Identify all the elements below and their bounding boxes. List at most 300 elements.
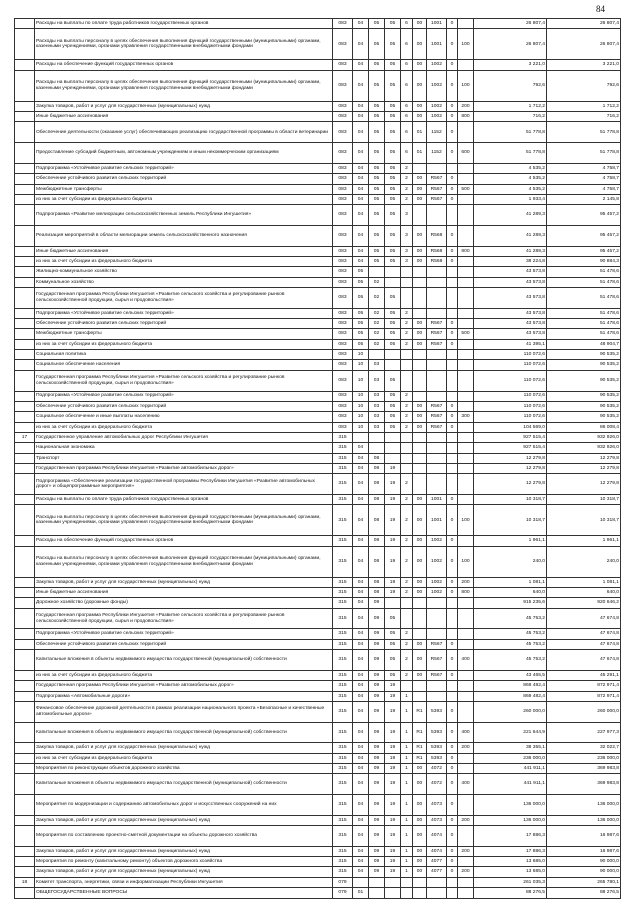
code-cell-2: 04 <box>353 246 369 256</box>
code-cell-4: 05 <box>385 70 401 101</box>
code-cell-2: 04 <box>353 163 369 173</box>
code-cell-7: R568 <box>427 257 447 267</box>
code-cell-4 <box>385 877 401 887</box>
code-cell-2: 04 <box>353 205 369 226</box>
code-cell-2: 05 <box>353 267 369 277</box>
code-cell-9: 800 <box>458 112 474 122</box>
code-cell-6 <box>413 350 427 360</box>
table-row <box>15 350 621 360</box>
code-cell-9 <box>458 857 474 867</box>
code-cell-3: 08 <box>369 588 385 598</box>
amount-year1-cell: 1 933,4 <box>474 194 547 204</box>
amount-year2-cell: 265 780,1 <box>547 877 621 887</box>
code-cell-7: 1002 <box>427 60 447 70</box>
code-cell-5 <box>401 360 413 370</box>
code-cell-7: 4074 <box>427 846 447 856</box>
code-cell-8: 0 <box>447 536 458 546</box>
code-cell-8: 0 <box>447 143 458 164</box>
code-cell-8: 0 <box>447 846 458 856</box>
code-cell-8: 0 <box>447 339 458 349</box>
code-cell-7: 1002 <box>427 546 447 577</box>
row-name-cell: из них за счет субсидии из федерального бюджета <box>35 670 333 680</box>
code-cell-7: R567 <box>427 174 447 184</box>
code-cell-1: 315 <box>333 536 353 546</box>
row-number-cell <box>15 681 35 691</box>
code-cell-5 <box>401 453 413 463</box>
code-cell-8 <box>447 277 458 287</box>
amount-year1-cell: 110 072,6 <box>474 391 547 401</box>
code-cell-9: 500 <box>458 329 474 339</box>
code-cell-8 <box>447 205 458 226</box>
code-cell-8 <box>447 608 458 629</box>
amount-year1-cell: 240,0 <box>474 546 547 577</box>
row-number-cell <box>15 588 35 598</box>
code-cell-5 <box>401 288 413 309</box>
row-number-cell <box>15 308 35 318</box>
code-cell-9: 200 <box>458 867 474 877</box>
table-row <box>15 401 621 411</box>
code-cell-7 <box>427 370 447 391</box>
table-row <box>15 205 621 226</box>
amount-year1-cell: 17 886,3 <box>474 846 547 856</box>
amount-year2-cell: 95 457,2 <box>547 246 621 256</box>
row-number-cell <box>15 463 35 473</box>
code-cell-3: 05 <box>369 19 385 29</box>
code-cell-3: 03 <box>369 422 385 432</box>
code-cell-8 <box>447 443 458 453</box>
code-cell-4: 05 <box>385 412 401 422</box>
code-cell-8 <box>447 163 458 173</box>
code-cell-3: 09 <box>369 763 385 773</box>
code-cell-7 <box>427 453 447 463</box>
table-row <box>15 598 621 608</box>
code-cell-9: 200 <box>458 577 474 587</box>
code-cell-3 <box>369 350 385 360</box>
row-number-cell <box>15 174 35 184</box>
code-cell-8: 0 <box>447 774 458 795</box>
row-number-cell <box>15 536 35 546</box>
code-cell-7: R567 <box>427 650 447 671</box>
code-cell-9: 400 <box>458 722 474 743</box>
code-cell-9: 800 <box>458 246 474 256</box>
code-cell-1: 083 <box>333 60 353 70</box>
code-cell-4: 05 <box>385 608 401 629</box>
code-cell-7: 5393 <box>427 753 447 763</box>
code-cell-4: 05 <box>385 29 401 60</box>
code-cell-5: 2 <box>401 536 413 546</box>
code-cell-1: 315 <box>333 815 353 825</box>
amount-year2-cell: 1 712,2 <box>547 101 621 111</box>
code-cell-6: 00 <box>413 505 427 536</box>
code-cell-1: 083 <box>333 225 353 246</box>
code-cell-3: 05 <box>369 143 385 164</box>
amount-year2-cell: 90 535,2 <box>547 370 621 391</box>
row-name-cell: Закупка товаров, работ и услуг для государственных (муниципальных) нужд <box>35 867 333 877</box>
code-cell-2: 04 <box>353 122 369 143</box>
code-cell-8: 0 <box>447 184 458 194</box>
code-cell-9 <box>458 370 474 391</box>
code-cell-8: 0 <box>447 701 458 722</box>
code-cell-7: 4072 <box>427 763 447 773</box>
code-cell-2: 04 <box>353 608 369 629</box>
code-cell-8: 0 <box>447 722 458 743</box>
code-cell-3: 05 <box>369 70 385 101</box>
row-number-cell <box>15 184 35 194</box>
code-cell-5: 1 <box>401 691 413 701</box>
code-cell-8: 0 <box>447 494 458 504</box>
code-cell-2: 10 <box>353 412 369 422</box>
amount-year1-cell: 792,6 <box>474 70 547 101</box>
table-row <box>15 743 621 753</box>
table-row <box>15 267 621 277</box>
code-cell-4: 05 <box>385 19 401 29</box>
code-cell-6: 00 <box>413 319 427 329</box>
code-cell-5: 2 <box>401 401 413 411</box>
amount-year1-cell: 41 289,3 <box>474 246 547 256</box>
table-row <box>15 70 621 101</box>
code-cell-2: 04 <box>353 29 369 60</box>
code-cell-1: 083 <box>333 101 353 111</box>
code-cell-8: 0 <box>447 319 458 329</box>
code-cell-7 <box>427 888 447 898</box>
row-name-cell: из них за счет субсидии из федерального бюджета <box>35 422 333 432</box>
amount-year2-cell: 26 807,4 <box>547 29 621 60</box>
code-cell-6: 01 <box>413 143 427 164</box>
row-number-cell <box>15 670 35 680</box>
code-cell-1: 315 <box>333 453 353 463</box>
code-cell-2: 10 <box>353 350 369 360</box>
row-number-cell <box>15 70 35 101</box>
code-cell-1: 083 <box>333 277 353 287</box>
code-cell-6: 00 <box>413 412 427 422</box>
row-number-cell <box>15 846 35 856</box>
code-cell-4: 19 <box>385 763 401 773</box>
row-number-cell <box>15 194 35 204</box>
code-cell-5: 2 <box>401 184 413 194</box>
code-cell-6: 00 <box>413 795 427 816</box>
code-cell-8 <box>447 288 458 309</box>
row-number-cell <box>15 701 35 722</box>
amount-year1-cell: 17 886,3 <box>474 826 547 847</box>
code-cell-2: 04 <box>353 681 369 691</box>
table-row <box>15 174 621 184</box>
code-cell-1: 083 <box>333 112 353 122</box>
amount-year2-cell: 51 478,6 <box>547 288 621 309</box>
code-cell-8: 0 <box>447 670 458 680</box>
code-cell-2: 04 <box>353 629 369 639</box>
code-cell-8: 0 <box>447 101 458 111</box>
table-row <box>15 577 621 587</box>
row-name-cell: Расходы на выплаты персоналу в целях обеспечения выполнения функций государственными (муниципальными) органами, казенными учреждениями, органами управления государственными внебюджетными фондами <box>35 505 333 536</box>
code-cell-4: 19 <box>385 536 401 546</box>
table-row <box>15 650 621 671</box>
code-cell-3: 09 <box>369 867 385 877</box>
amount-year1-cell: 110 072,6 <box>474 401 547 411</box>
row-number-cell <box>15 360 35 370</box>
amount-year2-cell: 48 904,7 <box>547 339 621 349</box>
code-cell-5: 2 <box>401 650 413 671</box>
table-row <box>15 184 621 194</box>
row-number-cell <box>15 722 35 743</box>
table-row <box>15 257 621 267</box>
code-cell-9 <box>458 494 474 504</box>
code-cell-5 <box>401 608 413 629</box>
code-cell-5 <box>401 370 413 391</box>
code-cell-8: 0 <box>447 867 458 877</box>
code-cell-2: 10 <box>353 360 369 370</box>
code-cell-7: R567 <box>427 422 447 432</box>
amount-year2-cell: 51 478,6 <box>547 319 621 329</box>
amount-year2-cell: 47 674,8 <box>547 629 621 639</box>
code-cell-2: 04 <box>353 588 369 598</box>
code-cell-9: 500 <box>458 184 474 194</box>
table-row <box>15 588 621 598</box>
code-cell-2: 04 <box>353 650 369 671</box>
code-cell-9 <box>458 888 474 898</box>
code-cell-5: 6 <box>401 143 413 164</box>
code-cell-8: 0 <box>447 329 458 339</box>
code-cell-9 <box>458 163 474 173</box>
row-name-cell: Коммунальное хозяйство <box>35 277 333 287</box>
row-name-cell: Расходы на выплаты по оплате труда работников государственных органов <box>35 494 333 504</box>
row-name-cell: Закупка товаров, работ и услуг для государственных (муниципальных) нужд <box>35 577 333 587</box>
code-cell-1: 079 <box>333 888 353 898</box>
code-cell-2: 04 <box>353 795 369 816</box>
code-cell-6 <box>413 598 427 608</box>
amount-year2-cell: 12 279,8 <box>547 463 621 473</box>
code-cell-2: 04 <box>353 722 369 743</box>
code-cell-1: 315 <box>333 743 353 753</box>
code-cell-7: 4072 <box>427 774 447 795</box>
code-cell-1: 315 <box>333 650 353 671</box>
code-cell-7: 5393 <box>427 701 447 722</box>
code-cell-6: 00 <box>413 639 427 649</box>
code-cell-4: 05 <box>385 112 401 122</box>
amount-year2-cell: 90 000,0 <box>547 867 621 877</box>
amount-year1-cell: 915 235,6 <box>474 598 547 608</box>
code-cell-7: R567 <box>427 184 447 194</box>
code-cell-9 <box>458 422 474 432</box>
code-cell-8 <box>447 598 458 608</box>
code-cell-1: 083 <box>333 122 353 143</box>
table-row <box>15 608 621 629</box>
table-row <box>15 122 621 143</box>
code-cell-5: 2 <box>401 474 413 495</box>
table-row <box>15 826 621 847</box>
code-cell-5: 1 <box>401 826 413 847</box>
code-cell-5 <box>401 463 413 473</box>
amount-year1-cell: 45 753,2 <box>474 639 547 649</box>
amount-year1-cell: 4 535,2 <box>474 174 547 184</box>
table-row <box>15 753 621 763</box>
code-cell-6 <box>413 432 427 442</box>
code-cell-7 <box>427 205 447 226</box>
code-cell-6 <box>413 888 427 898</box>
code-cell-2: 04 <box>353 815 369 825</box>
code-cell-7: 1001 <box>427 19 447 29</box>
amount-year2-cell: 90 535,2 <box>547 391 621 401</box>
code-cell-1: 315 <box>333 598 353 608</box>
table-row <box>15 339 621 349</box>
amount-year1-cell: 640,0 <box>474 588 547 598</box>
row-name-cell: Обеспечение устойчивого развития сельских территорий <box>35 401 333 411</box>
amount-year2-cell: 236 000,0 <box>547 753 621 763</box>
code-cell-7: R567 <box>427 194 447 204</box>
code-cell-7: 4077 <box>427 867 447 877</box>
row-name-cell: Государственная программа Республики Ингушетия «Развитие сельского хозяйства и регулирование рынков сельскохозяйственной продукции, сырья и продовольствия» <box>35 370 333 391</box>
code-cell-3: 03 <box>369 401 385 411</box>
row-number-cell <box>15 857 35 867</box>
code-cell-4: 05 <box>385 122 401 143</box>
amount-year1-cell: 441 911,1 <box>474 763 547 773</box>
code-cell-1: 315 <box>333 691 353 701</box>
amount-year1-cell: 110 072,6 <box>474 412 547 422</box>
code-cell-6: R1 <box>413 753 427 763</box>
code-cell-3: 08 <box>369 463 385 473</box>
code-cell-8: 0 <box>447 412 458 422</box>
code-cell-6 <box>413 474 427 495</box>
table-row <box>15 505 621 536</box>
code-cell-4: 05 <box>385 174 401 184</box>
row-name-cell: из них за счет субсидии из федерального бюджета <box>35 753 333 763</box>
code-cell-5: 1 <box>401 795 413 816</box>
code-cell-7: 1002 <box>427 70 447 101</box>
code-cell-1: 083 <box>333 422 353 432</box>
code-cell-1: 083 <box>333 70 353 101</box>
code-cell-4: 19 <box>385 826 401 847</box>
table-row <box>15 774 621 795</box>
code-cell-4: 19 <box>385 846 401 856</box>
code-cell-6: 00 <box>413 60 427 70</box>
code-cell-3: 08 <box>369 546 385 577</box>
row-name-cell: Государственная программа Республики Ингушетия «Развитие автомобильных дорог» <box>35 463 333 473</box>
code-cell-1: 315 <box>333 753 353 763</box>
row-name-cell: Социальное обеспечение и иные выплаты населению <box>35 412 333 422</box>
table-row <box>15 681 621 691</box>
code-cell-9 <box>458 639 474 649</box>
amount-year2-cell: 51 478,6 <box>547 277 621 287</box>
row-name-cell: Расходы на обеспечение функций государственных органов <box>35 536 333 546</box>
code-cell-1: 315 <box>333 443 353 453</box>
code-cell-5: 6 <box>401 19 413 29</box>
code-cell-5: 1 <box>401 701 413 722</box>
code-cell-7: 4077 <box>427 857 447 867</box>
amount-year1-cell: 716,2 <box>474 112 547 122</box>
code-cell-4: 05 <box>385 246 401 256</box>
row-number-cell <box>15 370 35 391</box>
amount-year1-cell: 43 573,8 <box>474 288 547 309</box>
code-cell-5: 3 <box>401 225 413 246</box>
amount-year1-cell: 26 807,4 <box>474 29 547 60</box>
code-cell-4: 05 <box>385 257 401 267</box>
code-cell-4: 05 <box>385 650 401 671</box>
code-cell-6: 00 <box>413 257 427 267</box>
amount-year2-cell: 16 987,6 <box>547 846 621 856</box>
table-row <box>15 308 621 318</box>
code-cell-2: 04 <box>353 763 369 773</box>
code-cell-2: 04 <box>353 19 369 29</box>
code-cell-7: R567 <box>427 401 447 411</box>
code-cell-3: 09 <box>369 701 385 722</box>
code-cell-1: 315 <box>333 857 353 867</box>
code-cell-5: 6 <box>401 70 413 101</box>
code-cell-9: 200 <box>458 815 474 825</box>
row-name-cell: Государственное управление автомобильных дорог Республики Ингушетия <box>35 432 333 442</box>
code-cell-3: 02 <box>369 329 385 339</box>
row-number-cell <box>15 608 35 629</box>
code-cell-6 <box>413 277 427 287</box>
budget-table <box>14 18 621 899</box>
code-cell-9: 200 <box>458 743 474 753</box>
code-cell-5 <box>401 443 413 453</box>
row-name-cell: из них за счет субсидии из федерального бюджета <box>35 194 333 204</box>
code-cell-3: 09 <box>369 857 385 867</box>
table-row <box>15 494 621 504</box>
code-cell-6: 00 <box>413 112 427 122</box>
code-cell-4: 05 <box>385 391 401 401</box>
code-cell-7: 4073 <box>427 795 447 816</box>
code-cell-4: 19 <box>385 867 401 877</box>
code-cell-4: 19 <box>385 774 401 795</box>
code-cell-1: 083 <box>333 412 353 422</box>
row-name-cell: Подпрограмма «Обеспечение реализации государственной программы Республики Ингушетия «Развитие автомобильных дорог» и общепрограммные мероприятия» <box>35 474 333 495</box>
code-cell-4: 05 <box>385 629 401 639</box>
code-cell-8 <box>447 877 458 887</box>
code-cell-9: 100 <box>458 29 474 60</box>
code-cell-1: 083 <box>333 194 353 204</box>
amount-year1-cell: 41 395,1 <box>474 339 547 349</box>
code-cell-2: 10 <box>353 370 369 391</box>
code-cell-6: 00 <box>413 184 427 194</box>
code-cell-2: 04 <box>353 112 369 122</box>
code-cell-4: 05 <box>385 288 401 309</box>
code-cell-3: 05 <box>369 112 385 122</box>
code-cell-7: 4074 <box>427 826 447 847</box>
amount-year2-cell: 872 971,4 <box>547 691 621 701</box>
code-cell-9 <box>458 795 474 816</box>
row-name-cell: Предоставление субсидий бюджетным, автономным учреждениям и иным некоммерческим организациям <box>35 143 333 164</box>
code-cell-4: 19 <box>385 577 401 587</box>
row-name-cell: Подпрограмма «Устойчивое развитие сельских территорий» <box>35 629 333 639</box>
code-cell-4: 19 <box>385 681 401 691</box>
row-number-cell <box>15 795 35 816</box>
amount-year2-cell: 10 318,7 <box>547 505 621 536</box>
amount-year2-cell: 792,6 <box>547 70 621 101</box>
amount-year1-cell: 3 221,0 <box>474 60 547 70</box>
code-cell-4: 19 <box>385 815 401 825</box>
amount-year2-cell: 369 983,8 <box>547 763 621 773</box>
code-cell-9: 400 <box>458 650 474 671</box>
code-cell-4: 05 <box>385 319 401 329</box>
code-cell-9 <box>458 670 474 680</box>
amount-year2-cell: 369 983,8 <box>547 774 621 795</box>
code-cell-9: 200 <box>458 101 474 111</box>
amount-year1-cell: 26 807,4 <box>474 19 547 29</box>
row-name-cell: Дорожное хозяйство (дорожные фонды) <box>35 598 333 608</box>
code-cell-8: 0 <box>447 29 458 60</box>
table-row <box>15 815 621 825</box>
code-cell-7: R567 <box>427 319 447 329</box>
amount-year2-cell: 4 758,7 <box>547 174 621 184</box>
code-cell-5: 1 <box>401 857 413 867</box>
row-name-cell: Государственная программа Республики Ингушетия «Развитие сельского хозяйства и регулирование рынков сельскохозяйственной продукции, сырья и продовольствия» <box>35 608 333 629</box>
code-cell-6: R1 <box>413 743 427 753</box>
table-row <box>15 701 621 722</box>
amount-year1-cell: 1 712,2 <box>474 101 547 111</box>
amount-year1-cell: 13 685,0 <box>474 867 547 877</box>
code-cell-1: 083 <box>333 267 353 277</box>
code-cell-8: 0 <box>447 743 458 753</box>
